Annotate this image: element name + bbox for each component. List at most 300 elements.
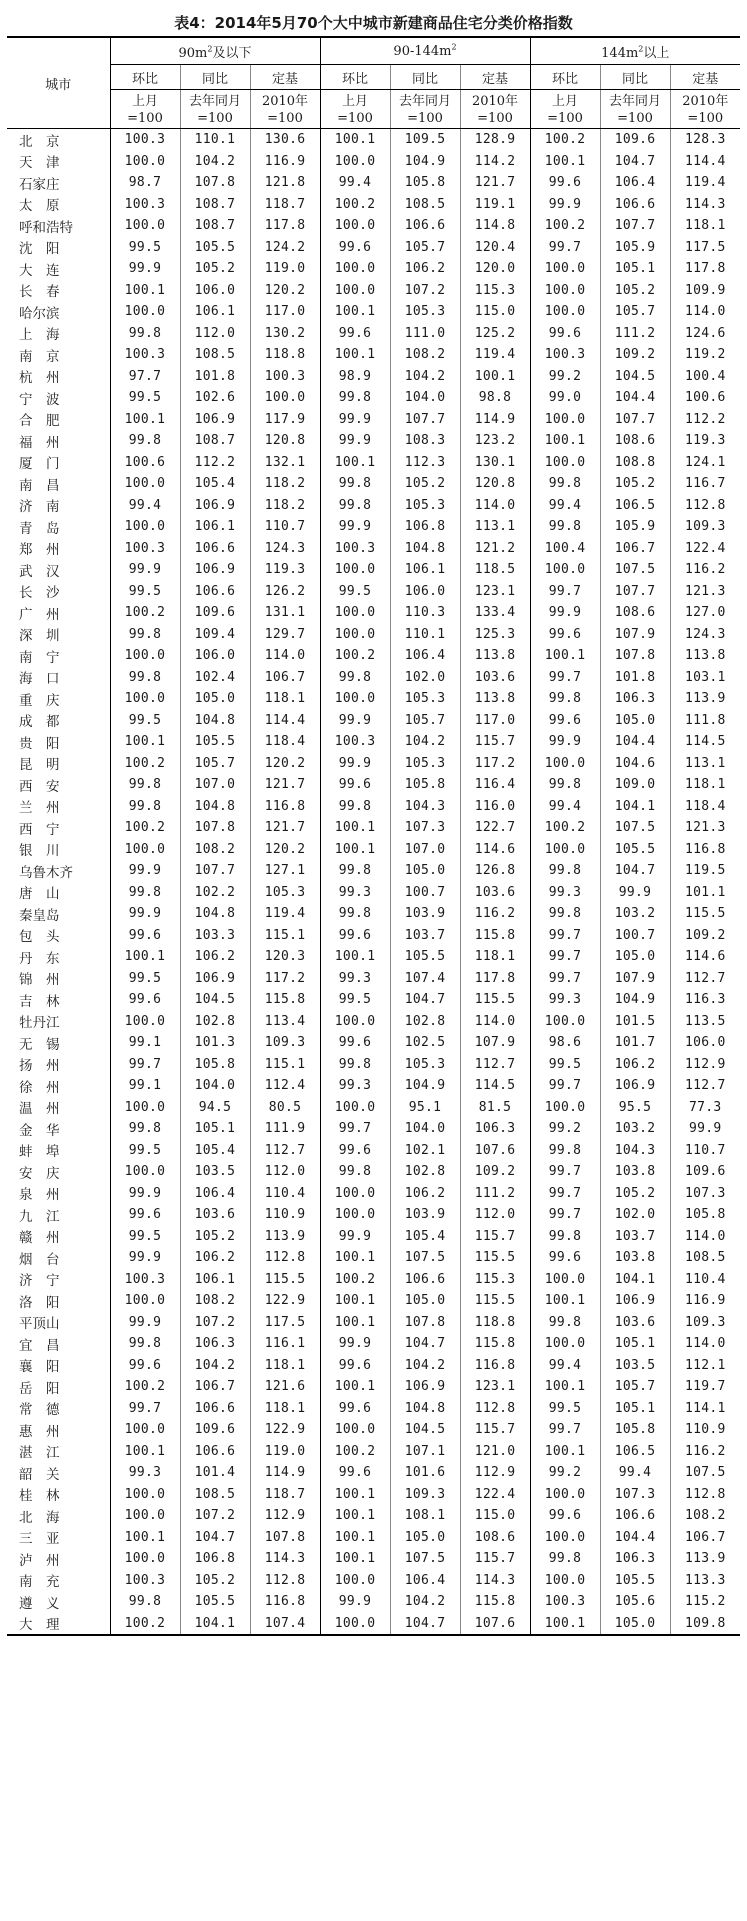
index-value: 108.5 (390, 194, 460, 216)
index-value: 115.3 (460, 1269, 530, 1291)
sub-header-cell: 环比 (530, 65, 600, 90)
index-value: 116.9 (250, 151, 320, 173)
index-value: 107.7 (180, 860, 250, 882)
city-name: 襄 阳 (19, 1359, 60, 1376)
sub-header-cell: 同比 (180, 65, 250, 90)
index-value: 105.5 (180, 237, 250, 259)
index-value: 109.2 (670, 925, 740, 947)
index-value: 118.7 (250, 1484, 320, 1506)
index-value: 99.8 (110, 1591, 180, 1613)
index-value: 108.7 (180, 430, 250, 452)
index-value: 108.1 (390, 1505, 460, 1527)
index-value: 100.0 (110, 1548, 180, 1570)
index-value: 102.1 (390, 1140, 460, 1162)
city-name: 丹 东 (19, 950, 60, 967)
index-value: 103.8 (600, 1247, 670, 1269)
index-value: 100.0 (110, 1505, 180, 1527)
index-value: 119.2 (670, 344, 740, 366)
index-value: 100.0 (110, 1419, 180, 1441)
index-value: 98.8 (460, 387, 530, 409)
index-value: 113.8 (460, 645, 530, 667)
index-value: 99.8 (110, 796, 180, 818)
index-value: 124.3 (250, 538, 320, 560)
table-row (7, 1183, 740, 1205)
index-value: 105.0 (600, 710, 670, 732)
index-value: 106.8 (390, 516, 460, 538)
table-row (7, 1462, 740, 1484)
index-value: 103.6 (600, 1312, 670, 1334)
index-value: 99.0 (530, 387, 600, 409)
index-value: 108.8 (600, 452, 670, 474)
table-row (7, 1075, 740, 1097)
index-value: 99.9 (110, 1183, 180, 1205)
index-value: 99.4 (600, 1462, 670, 1484)
index-value: 100.0 (530, 753, 600, 775)
index-value: 104.9 (600, 989, 670, 1011)
index-value: 99.4 (530, 796, 600, 818)
index-value: 118.4 (670, 796, 740, 818)
index-value: 100.1 (320, 1290, 390, 1312)
index-value: 107.3 (670, 1183, 740, 1205)
index-value: 104.2 (390, 366, 460, 388)
index-value: 104.4 (600, 1527, 670, 1549)
index-value: 98.6 (530, 1032, 600, 1054)
index-value: 105.8 (390, 774, 460, 796)
table-row (7, 1333, 740, 1355)
table-row (7, 882, 740, 904)
table-row (7, 1312, 740, 1334)
index-value: 100.0 (530, 559, 600, 581)
index-value: 108.3 (390, 430, 460, 452)
index-value: 118.8 (460, 1312, 530, 1334)
index-value: 100.3 (110, 129, 180, 151)
index-value: 99.6 (110, 925, 180, 947)
index-value: 115.7 (460, 1548, 530, 1570)
index-value: 100.0 (110, 645, 180, 667)
index-value: 104.3 (600, 1140, 670, 1162)
index-value: 99.5 (110, 968, 180, 990)
index-value: 100.1 (530, 1376, 600, 1398)
index-value: 106.0 (390, 581, 460, 603)
table-row (7, 602, 740, 624)
index-value: 99.9 (320, 753, 390, 775)
city-name: 昆 明 (19, 757, 60, 774)
index-value: 105.2 (600, 473, 670, 495)
index-value: 108.5 (670, 1247, 740, 1269)
index-value: 99.8 (530, 1312, 600, 1334)
index-value: 99.7 (530, 946, 600, 968)
city-name: 济 宁 (19, 1273, 60, 1290)
index-value: 100.0 (320, 602, 390, 624)
city-name: 福 州 (19, 434, 60, 451)
index-value: 99.7 (530, 1183, 600, 1205)
base-equals-cell: =100 (530, 109, 600, 129)
index-value: 100.1 (320, 129, 390, 151)
index-value: 105.9 (600, 237, 670, 259)
index-value: 110.1 (180, 129, 250, 151)
sub-header-cell: 同比 (600, 65, 670, 90)
group-header-large: $144m^2$以上 (530, 37, 740, 65)
index-value: 122.4 (670, 538, 740, 560)
index-value: 125.2 (460, 323, 530, 345)
index-value: 118.1 (460, 946, 530, 968)
index-value: 109.2 (460, 1161, 530, 1183)
index-value: 114.9 (460, 409, 530, 431)
index-value: 118.1 (670, 774, 740, 796)
index-value: 100.3 (530, 1591, 600, 1613)
index-value: 99.7 (530, 581, 600, 603)
index-value: 103.3 (180, 925, 250, 947)
index-value: 115.7 (460, 1419, 530, 1441)
index-value: 100.1 (110, 280, 180, 302)
index-value: 101.3 (180, 1032, 250, 1054)
city-name: 湛 江 (19, 1445, 60, 1462)
index-value: 107.8 (180, 172, 250, 194)
index-value: 100.2 (110, 817, 180, 839)
index-value: 99.8 (110, 1118, 180, 1140)
index-value: 105.5 (180, 731, 250, 753)
index-value: 100.1 (530, 1613, 600, 1636)
index-value: 114.2 (460, 151, 530, 173)
table-row (7, 1226, 740, 1248)
table-row (7, 1355, 740, 1377)
city-name: 平顶山 (19, 1316, 60, 1333)
index-value: 103.8 (600, 1161, 670, 1183)
index-value: 116.7 (670, 473, 740, 495)
city-name: 济 南 (19, 499, 60, 516)
index-value: 107.5 (600, 817, 670, 839)
index-value: 99.6 (110, 1204, 180, 1226)
city-name: 宁 波 (19, 391, 60, 408)
index-value: 105.7 (390, 710, 460, 732)
index-value: 120.2 (250, 280, 320, 302)
index-value: 106.5 (600, 1441, 670, 1463)
index-value: 99.7 (530, 667, 600, 689)
index-value: 104.2 (180, 1355, 250, 1377)
index-value: 102.8 (390, 1161, 460, 1183)
index-value: 121.0 (460, 1441, 530, 1463)
index-value: 100.1 (320, 1247, 390, 1269)
index-value: 114.0 (670, 301, 740, 323)
index-value: 115.5 (460, 1290, 530, 1312)
index-value: 106.9 (600, 1290, 670, 1312)
index-value: 108.2 (180, 839, 250, 861)
base-header-row-2 (7, 109, 740, 129)
table-row (7, 1140, 740, 1162)
index-value: 100.0 (320, 1204, 390, 1226)
table-row (7, 430, 740, 452)
index-value: 100.1 (530, 1290, 600, 1312)
index-value: 107.8 (600, 645, 670, 667)
table-row (7, 258, 740, 280)
index-value: 104.9 (390, 151, 460, 173)
index-value: 99.3 (530, 882, 600, 904)
index-value: 132.1 (250, 452, 320, 474)
index-value: 100.1 (530, 645, 600, 667)
index-value: 112.8 (670, 1484, 740, 1506)
index-value: 100.1 (320, 452, 390, 474)
index-value: 99.9 (110, 1312, 180, 1334)
index-value: 99.9 (320, 1333, 390, 1355)
index-value: 117.8 (670, 258, 740, 280)
index-value: 107.3 (390, 817, 460, 839)
index-value: 99.6 (320, 323, 390, 345)
index-value: 106.2 (600, 1054, 670, 1076)
city-name: 乌鲁木齐 (19, 864, 73, 881)
index-value: 100.0 (530, 301, 600, 323)
index-value: 104.1 (600, 796, 670, 818)
index-value: 124.3 (670, 624, 740, 646)
index-value: 104.5 (390, 1419, 460, 1441)
index-value: 105.2 (600, 280, 670, 302)
index-value: 105.8 (390, 172, 460, 194)
index-value: 99.6 (320, 1032, 390, 1054)
table-row (7, 731, 740, 753)
index-value: 114.6 (670, 946, 740, 968)
index-value: 99.5 (110, 1140, 180, 1162)
city-name: 唐 山 (19, 886, 60, 903)
city-name: 太 原 (19, 198, 60, 215)
index-value: 107.7 (600, 215, 670, 237)
index-value: 112.8 (460, 1398, 530, 1420)
index-value: 99.8 (530, 903, 600, 925)
index-value: 104.7 (600, 151, 670, 173)
index-value: 105.2 (180, 1226, 250, 1248)
index-value: 133.4 (460, 602, 530, 624)
index-value: 116.8 (460, 1355, 530, 1377)
index-value: 108.7 (180, 215, 250, 237)
index-value: 106.5 (600, 495, 670, 517)
city-name: 锦 州 (19, 972, 60, 989)
index-value: 100.0 (110, 1484, 180, 1506)
city-name: 深 圳 (19, 628, 60, 645)
index-value: 98.7 (110, 172, 180, 194)
base-header-row-1 (7, 90, 740, 110)
index-value: 107.1 (390, 1441, 460, 1463)
index-value: 99.9 (600, 882, 670, 904)
sub-header-cell: 定基 (460, 65, 530, 90)
index-value: 116.4 (460, 774, 530, 796)
index-value: 99.3 (530, 989, 600, 1011)
index-value: 99.9 (530, 602, 600, 624)
index-value: 105.3 (390, 495, 460, 517)
index-value: 99.6 (530, 1247, 600, 1269)
table-row (7, 817, 740, 839)
index-value: 112.1 (670, 1355, 740, 1377)
index-value: 118.4 (250, 731, 320, 753)
index-value: 100.7 (600, 925, 670, 947)
index-value: 119.3 (250, 559, 320, 581)
index-value: 100.0 (320, 688, 390, 710)
table-row (7, 172, 740, 194)
index-value: 119.4 (670, 172, 740, 194)
index-value: 118.8 (250, 344, 320, 366)
base-equals-cell: =100 (390, 109, 460, 129)
index-value: 106.7 (250, 667, 320, 689)
index-value: 108.6 (600, 430, 670, 452)
index-value: 81.5 (460, 1097, 530, 1119)
index-value: 130.2 (250, 323, 320, 345)
index-value: 100.2 (320, 1441, 390, 1463)
index-value: 114.5 (670, 731, 740, 753)
table-row (7, 301, 740, 323)
index-value: 105.3 (390, 1054, 460, 1076)
city-name: 郑 州 (19, 542, 60, 559)
city-name: 合 肥 (19, 413, 60, 430)
index-value: 112.8 (250, 1570, 320, 1592)
table-row (7, 1398, 740, 1420)
index-value: 99.8 (530, 860, 600, 882)
table-row (7, 495, 740, 517)
index-value: 121.6 (250, 1376, 320, 1398)
index-value: 121.3 (670, 581, 740, 603)
city-name: 西 宁 (19, 821, 60, 838)
index-value: 115.8 (250, 989, 320, 1011)
index-value: 99.5 (110, 237, 180, 259)
index-value: 115.8 (460, 1591, 530, 1613)
index-value: 106.7 (600, 538, 670, 560)
city-column-header: 城市 (7, 37, 110, 129)
city-name: 桂 林 (19, 1488, 60, 1505)
table-row (7, 516, 740, 538)
index-value: 104.6 (600, 753, 670, 775)
index-value: 100.0 (320, 280, 390, 302)
city-name: 天 津 (19, 155, 60, 172)
index-value: 104.7 (390, 1613, 460, 1636)
index-value: 100.1 (320, 946, 390, 968)
index-value: 114.1 (670, 1398, 740, 1420)
city-name: 蚌 埠 (19, 1144, 60, 1161)
index-value: 100.0 (320, 1097, 390, 1119)
index-value: 112.9 (460, 1462, 530, 1484)
index-value: 119.4 (250, 903, 320, 925)
city-name: 金 华 (19, 1122, 60, 1139)
index-value: 99.6 (110, 989, 180, 1011)
city-name: 长 沙 (19, 585, 60, 602)
index-value: 99.9 (110, 559, 180, 581)
index-value: 106.6 (180, 1441, 250, 1463)
base-equals-cell: =100 (670, 109, 740, 129)
index-value: 109.6 (180, 602, 250, 624)
index-value: 124.6 (670, 323, 740, 345)
index-value: 102.5 (390, 1032, 460, 1054)
city-name: 岳 阳 (19, 1380, 60, 1397)
index-value: 115.0 (460, 1505, 530, 1527)
index-value: 107.8 (250, 1527, 320, 1549)
index-value: 99.8 (320, 1054, 390, 1076)
index-value: 102.4 (180, 667, 250, 689)
index-value: 122.9 (250, 1419, 320, 1441)
index-value: 100.3 (110, 344, 180, 366)
index-value: 105.0 (600, 1613, 670, 1636)
table-row (7, 1376, 740, 1398)
index-value: 116.2 (460, 903, 530, 925)
index-value: 113.5 (670, 1011, 740, 1033)
city-name: 北 京 (19, 133, 60, 150)
index-value: 103.9 (390, 903, 460, 925)
city-name: 长 春 (19, 284, 60, 301)
index-value: 100.0 (250, 387, 320, 409)
index-value: 106.6 (600, 1505, 670, 1527)
index-value: 104.8 (180, 903, 250, 925)
index-value: 111.0 (390, 323, 460, 345)
index-value: 101.8 (600, 667, 670, 689)
index-value: 100.4 (670, 366, 740, 388)
index-value: 104.1 (600, 1269, 670, 1291)
index-value: 106.0 (180, 280, 250, 302)
index-value: 100.1 (320, 817, 390, 839)
table-row (7, 688, 740, 710)
index-value: 116.2 (670, 1441, 740, 1463)
index-value: 107.9 (600, 624, 670, 646)
table-row (7, 624, 740, 646)
index-value: 100.0 (110, 516, 180, 538)
index-value: 106.7 (670, 1527, 740, 1549)
city-name: 安 庆 (19, 1165, 60, 1182)
table-row (7, 409, 740, 431)
city-name: 徐 州 (19, 1079, 60, 1096)
index-value: 99.6 (320, 1398, 390, 1420)
index-value: 99.7 (320, 1118, 390, 1140)
index-value: 122.7 (460, 817, 530, 839)
index-value: 104.0 (180, 1075, 250, 1097)
index-value: 99.1 (110, 1075, 180, 1097)
index-value: 99.8 (530, 774, 600, 796)
city-name: 重 庆 (19, 692, 60, 709)
index-value: 121.7 (250, 774, 320, 796)
index-value: 99.5 (530, 1054, 600, 1076)
index-value: 99.9 (110, 258, 180, 280)
index-value: 104.3 (390, 796, 460, 818)
index-value: 108.2 (390, 344, 460, 366)
index-value: 105.5 (600, 839, 670, 861)
index-value: 122.9 (250, 1290, 320, 1312)
city-name: 赣 州 (19, 1230, 60, 1247)
city-name: 西 安 (19, 778, 60, 795)
index-value: 100.0 (530, 1333, 600, 1355)
index-value: 99.9 (320, 430, 390, 452)
index-value: 113.8 (670, 645, 740, 667)
index-value: 116.3 (670, 989, 740, 1011)
city-name: 无 锡 (19, 1036, 60, 1053)
index-value: 105.7 (600, 301, 670, 323)
table-row (7, 1054, 740, 1076)
index-value: 99.8 (320, 387, 390, 409)
index-value: 119.4 (460, 344, 530, 366)
index-value: 106.1 (180, 516, 250, 538)
index-value: 117.8 (250, 215, 320, 237)
index-value: 106.9 (600, 1075, 670, 1097)
index-value: 109.3 (390, 1484, 460, 1506)
index-value: 112.7 (670, 968, 740, 990)
index-value: 121.7 (250, 817, 320, 839)
index-value: 107.0 (390, 839, 460, 861)
index-value: 106.0 (670, 1032, 740, 1054)
index-value: 100.4 (530, 538, 600, 560)
index-value: 118.7 (250, 194, 320, 216)
index-value: 122.4 (460, 1484, 530, 1506)
table-row (7, 753, 740, 775)
group-header-medium: $90-144m^2$ (320, 37, 530, 65)
table-row (7, 387, 740, 409)
index-value: 107.2 (390, 280, 460, 302)
index-value: 111.2 (600, 323, 670, 345)
index-value: 109.3 (670, 516, 740, 538)
index-value: 99.4 (110, 495, 180, 517)
index-value: 104.7 (180, 1527, 250, 1549)
index-value: 99.4 (530, 495, 600, 517)
index-value: 104.0 (390, 1118, 460, 1140)
